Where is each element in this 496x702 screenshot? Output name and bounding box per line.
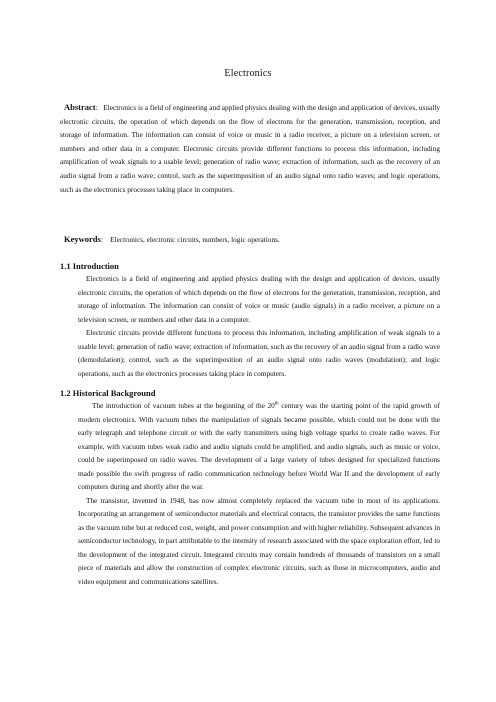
- introduction-paragraph-1: Electronics is a field of engineering and applied physics dealing with the design and application of devices, usually electronic circuits, the operation of which depends on the flow of electrons for the generation, transmission, reception, and storage of information. The information can consist of voice or music (audio signals) in a radio receiver, a picture on a television screen, or numbers and other data in a computer.: [78, 274, 440, 324]
- keywords-line: [64, 233, 440, 246]
- section-heading-historical-background: 1.2 Historical Background: [60, 388, 156, 398]
- section-heading-introduction: 1.1 Introduction: [60, 261, 119, 271]
- historical-paragraph-1-rest: century was the starting point of the rapid growth of modern electronics. With vacuum tubes the manipulation of signals became possible, which could not be done with the early telegraph and telephone circuit or with the early transmitters using high voltage sparks to create radio waves. For example, with vacuum tubes weak radio and audio signals could be amplified, and audio signals, such as music or voice, could be superimposed on radio waves. The development of a large variety of tubes designed for specialized functions made possible the swift progress of radio communication technology before World War II and the development of early computers during and shortly after the war.: [78, 401, 440, 491]
- keywords-text: Electronics, electronic circuits, numbers, logic operations.: [110, 235, 280, 244]
- historical-paragraph-1-start: The introduction of vacuum tubes at the beginning of the 20: [92, 401, 275, 410]
- historical-paragraph-2: The transistor, invented in 1948, has now almost completely replaced the vacuum tube in most of its applications. Incorporating an arrangement of semiconductor materials and electrical contacts, the transistor provides the same functions as the vacuum tube but at reduced cost, weight, and power consumption and with higher reliability. Subsequent advances in semiconductor technology, in part attributable to the intensity of research associated with the space exploration effort, led to the development of the integrated circuit. Integrated circuits may contain hundreds of thousands of transistors on a small piece of materials and allow the construction of complex electronic circuits, such as those in microcomputers, audio and video equipment and communications satellites.: [78, 495, 440, 586]
- abstract-colon: :: [95, 103, 98, 112]
- abstract-text: Electronics is a field of engineering and applied physics dealing with the design and application of devices, usually electronic circuits, the operation of which depends on the flow of electrons for the generation, transmission, reception, and storage of information. The information can consist of voice or music in a radio receiver, a picture on a television screen, or numbers and other data in a computer. Electronic circuits provide different functions to process this information, including amplification of weak signals to a usable level; generation of radio wave; extraction of information, such as the recovery of an audio signal from a radio wave; control, such as the superimposition of an audio signal onto radio waves; and logic operations, such as the electronics processes taking place in computers.: [60, 103, 440, 194]
- keywords-colon: :: [100, 235, 103, 244]
- abstract-label: Abstract: [64, 102, 96, 112]
- document-title: Electronics: [224, 68, 272, 79]
- historical-paragraph-1: [78, 399, 440, 494]
- introduction-body: [78, 272, 440, 380]
- historical-background-body: [78, 399, 440, 588]
- keywords-label: Keywords: [64, 234, 101, 244]
- ordinal-superscript: th: [274, 401, 279, 407]
- introduction-paragraph-2: Electronic circuits provide different functions to process this information, including amplification of weak signals to a usable level; generation of radio wave; extraction of information, such as the recovery of an audio signal from a radio wave (demodulation); control, such as the superimposition of an audio signal onto radio waves (modulation); and logic operations, such as the electronics processes taking place in computers.: [78, 328, 440, 378]
- abstract-paragraph: [60, 101, 440, 196]
